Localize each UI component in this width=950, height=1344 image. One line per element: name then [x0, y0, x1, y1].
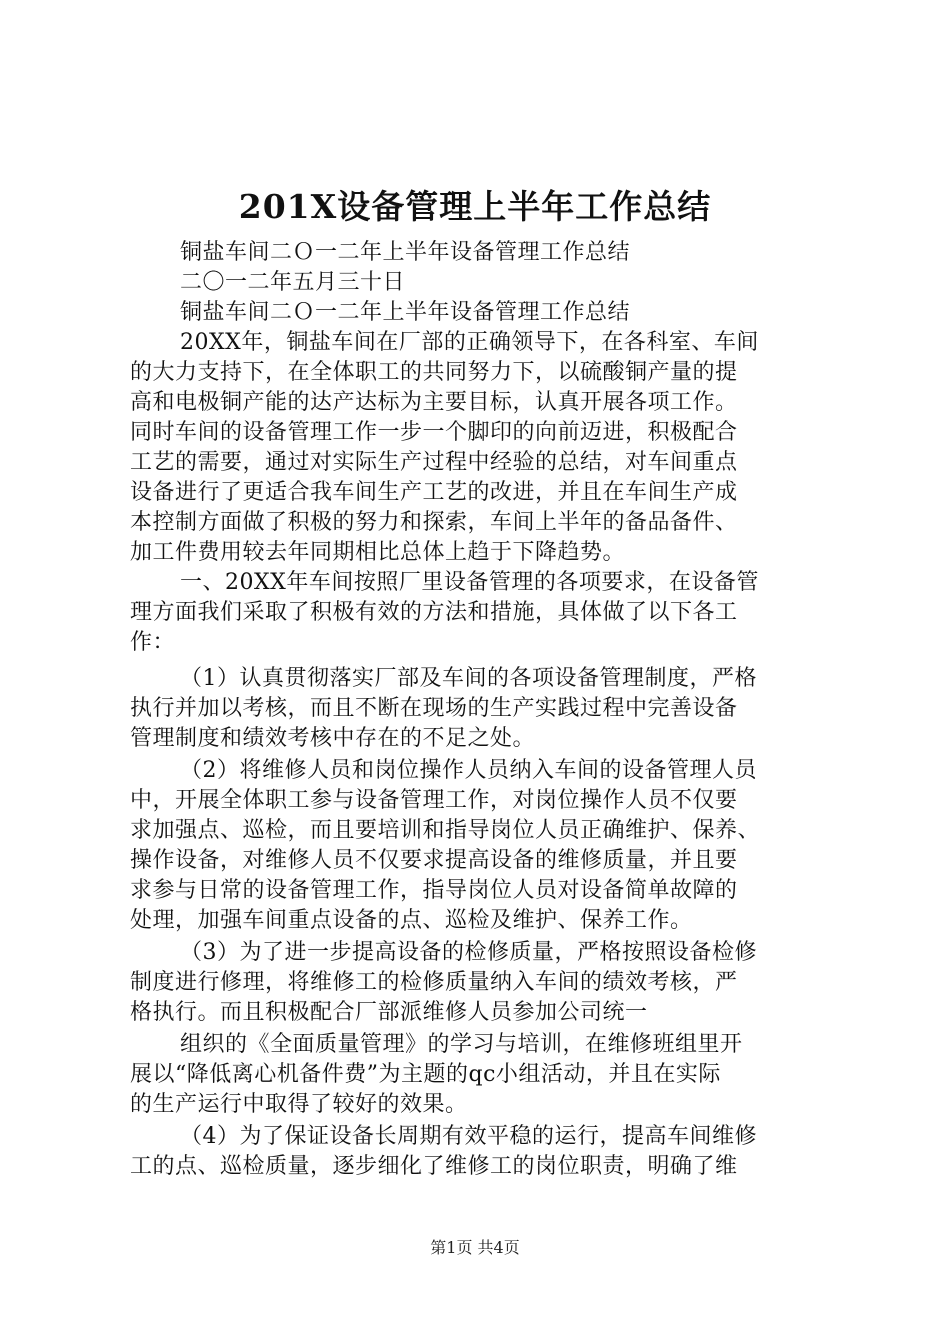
text-line: 二〇一二年五月三十日: [180, 270, 406, 295]
text-line: 制度进行修理，将维修工的检修质量纳入车间的绩效考核，严: [130, 970, 738, 995]
text-line: 本控制方面做了积极的努力和探索，车间上半年的备品备件、: [130, 510, 738, 535]
text-line: 的大力支持下，在全体职工的共同努力下，以硫酸铜产量的提: [130, 360, 738, 385]
text-line: 管理制度和绩效考核中存在的不足之处。: [130, 726, 536, 751]
text-line: 铜盐车间二Ｏ一二年上半年设备管理工作总结: [180, 300, 631, 325]
text-line: 一、20XX年车间按照厂里设备管理的各项要求，在设备管: [180, 570, 759, 595]
text-line: 的生产运行中取得了较好的效果。: [130, 1092, 468, 1117]
text-line: 求参与日常的设备管理工作，指导岗位人员对设备简单故障的: [130, 878, 738, 903]
text-line: 格执行。而且积极配合厂部派维修人员参加公司统一: [130, 1000, 648, 1025]
text-line: 展以“降低离心机备件费”为主题的qc小组活动，并且在实际: [130, 1062, 721, 1087]
text-line: （3）为了进一步提高设备的检修质量，严格按照设备检修: [180, 940, 757, 965]
text-line: 设备进行了更适合我车间生产工艺的改进，并且在车间生产成: [130, 480, 738, 505]
text-line: 处理，加强车间重点设备的点、巡检及维护、保养工作。: [130, 908, 693, 933]
text-line: （1）认真贯彻落实厂部及车间的各项设备管理制度，严格: [180, 666, 757, 691]
text-line: 执行并加以考核，而且不断在现场的生产实践过程中完善设备: [130, 696, 738, 721]
text-line: （4）为了保证设备长周期有效平稳的运行，提高车间维修: [180, 1124, 757, 1149]
text-line: （2）将维修人员和岗位操作人员纳入车间的设备管理人员: [180, 758, 757, 783]
document-title: 201X设备管理上半年工作总结: [238, 187, 712, 226]
text-line: 铜盐车间二Ｏ一二年上半年设备管理工作总结: [180, 240, 631, 265]
text-line: 作：: [130, 630, 176, 655]
text-line: 高和电极铜产能的达产达标为主要目标，认真开展各项工作。: [130, 390, 738, 415]
text-line: 工的点、巡检质量，逐步细化了维修工的岗位职责，明确了维: [130, 1154, 738, 1179]
text-line: 同时车间的设备管理工作一步一个脚印的向前迈进，积极配合: [130, 420, 738, 445]
text-line: 操作设备，对维修人员不仅要求提高设备的维修质量，并且要: [130, 848, 738, 873]
text-line: 加工件费用较去年同期相比总体上趋于下降趋势。: [130, 540, 626, 565]
text-line: 求加强点、巡检，而且要培训和指导岗位人员正确维护、保养、: [130, 818, 761, 843]
text-line: 工艺的需要，通过对实际生产过程中经验的总结，对车间重点: [130, 450, 738, 475]
page-number-footer: 第1页 共4页: [430, 1238, 520, 1257]
text-line: 组织的《全面质量管理》的学习与培训，在维修班组里开: [180, 1032, 743, 1057]
text-line: 中，开展全体职工参与设备管理工作，对岗位操作人员不仅要: [130, 788, 738, 813]
text-line: 理方面我们采取了积极有效的方法和措施，具体做了以下各工: [130, 600, 738, 625]
text-line: 20XX年，铜盐车间在厂部的正确领导下，在各科室、车间: [180, 330, 759, 355]
